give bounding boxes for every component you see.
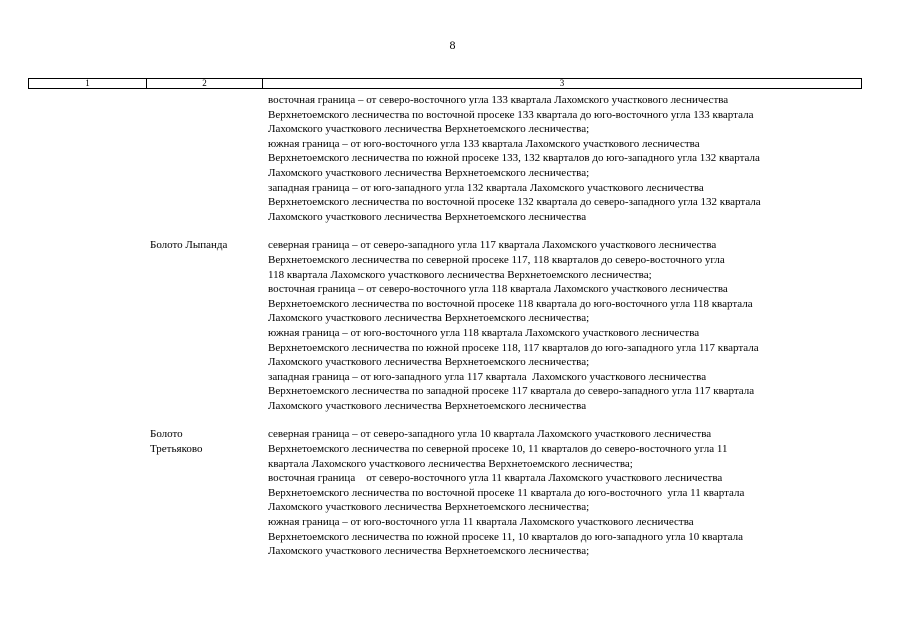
object-name-line: Болото Лыпанда [150,239,228,252]
page-number: 8 [449,38,456,52]
description-line: западная граница – от юго-западного угла 117 квартала Лахомского участкового лесничества [268,370,707,383]
description-line: южная граница – от юго-восточного угла 118 квартала Лахомского участкового лесничества [268,326,700,339]
description-line: южная граница – от юго-восточного угла 133 квартала Лахомского участкового лесничества [268,137,700,150]
column-number-3: 3 [559,78,565,88]
description-line: Верхнетоемского лесничества по северной просеке 10, 11 кварталов до северо-восточного угла 11 [268,443,728,456]
description-line: Лахомского участкового лесничества Верхнетоемского лесничества; [268,356,590,369]
description-line: восточная граница от северо-восточного угла 11 квартала Лахомского участкового лесничества [268,472,723,485]
description-line: восточная граница – от северо-восточного угла 133 квартала Лахомского участкового лесничества [268,94,729,106]
description-line: западная граница – от юго-западного угла 132 квартала Лахомского участкового лесничества [268,181,704,194]
description-line: Лахомского участкового лесничества Верхнетоемского лесничества; [268,166,590,179]
boundary-description [268,238,868,413]
description-line: северная граница – от северо-западного угла 117 квартала Лахомского участкового лесничества [268,239,717,252]
object-name-line: Болото [150,428,183,441]
table-header-row [28,78,862,89]
description-line: Лахомского участкового лесничества Верхнетоемского лесничества; [268,123,590,136]
description-line: Верхнетоемского лесничества по южной просеке 133, 132 кварталов до юго-западного угла 132 квартала [268,152,760,165]
description-line: 118 квартала Лахомского участкового лесничества Верхнетоемского лесничества; [268,268,652,281]
object-name-line: Третьяково [150,443,203,456]
description-line: восточная граница – от северо-восточного угла 118 квартала Лахомского участкового лесничества [268,283,728,296]
description-line: Лахомского участкового лесничества Верхнетоемского лесничества [268,399,587,412]
column-number-2: 2 [147,79,263,88]
description-line: Верхнетоемского лесничества по восточной просеке 133 квартала до юго-восточного угла 133 квартала [268,108,754,121]
description-line: южная граница – от юго-восточного угла 11 квартала Лахомского участкового лесничества [268,516,694,529]
description-line: Верхнетоемского лесничества по восточной просеке 11 квартала до юго-восточного угла 11 квартала [268,486,745,499]
description-line: Лахомского участкового лесничества Верхнетоемского лесничества; [268,312,590,325]
boundary-section [0,427,905,558]
boundary-section [0,238,905,413]
boundary-description [268,93,868,224]
object-name [150,427,260,456]
boundary-description [268,427,868,558]
description-line: Верхнетоемского лесничества по южной просеке 11, 10 кварталов до юго-западного угла 10 квартала [268,530,743,543]
object-name [150,238,260,253]
description-line: Лахомского участкового лесничества Верхнетоемского лесничества; [268,501,590,514]
description-line: квартала Лахомского участкового лесничества Верхнетоемского лесничества; [268,457,633,470]
description-line: Верхнетоемского лесничества по восточной просеке 118 квартала до юго-восточного угла 118 квартала [268,297,753,310]
description-line: Верхнетоемского лесничества по южной просеке 118, 117 кварталов до юго-западного угла 117 квартала [268,341,759,354]
document-body [0,93,905,559]
description-line: Лахомского участкового лесничества Верхнетоемского лесничества; [268,545,590,558]
description-line: Лахомского участкового лесничества Верхнетоемского лесничества [268,210,587,223]
column-number-1: 1 [29,79,147,88]
description-line: Верхнетоемского лесничества по восточной просеке 132 квартала до северо-западного угла 132 квартала [268,196,761,209]
description-line: Верхнетоемского лесничества по северной просеке 117, 118 кварталов до северо-восточного угла [268,253,725,266]
boundary-section [0,93,905,224]
description-line: северная граница – от северо-западного угла 10 квартала Лахомского участкового лесничества [268,428,712,441]
description-line: Верхнетоемского лесничества по западной просеке 117 квартала до северо-западного угла 117 квартала [268,385,755,398]
